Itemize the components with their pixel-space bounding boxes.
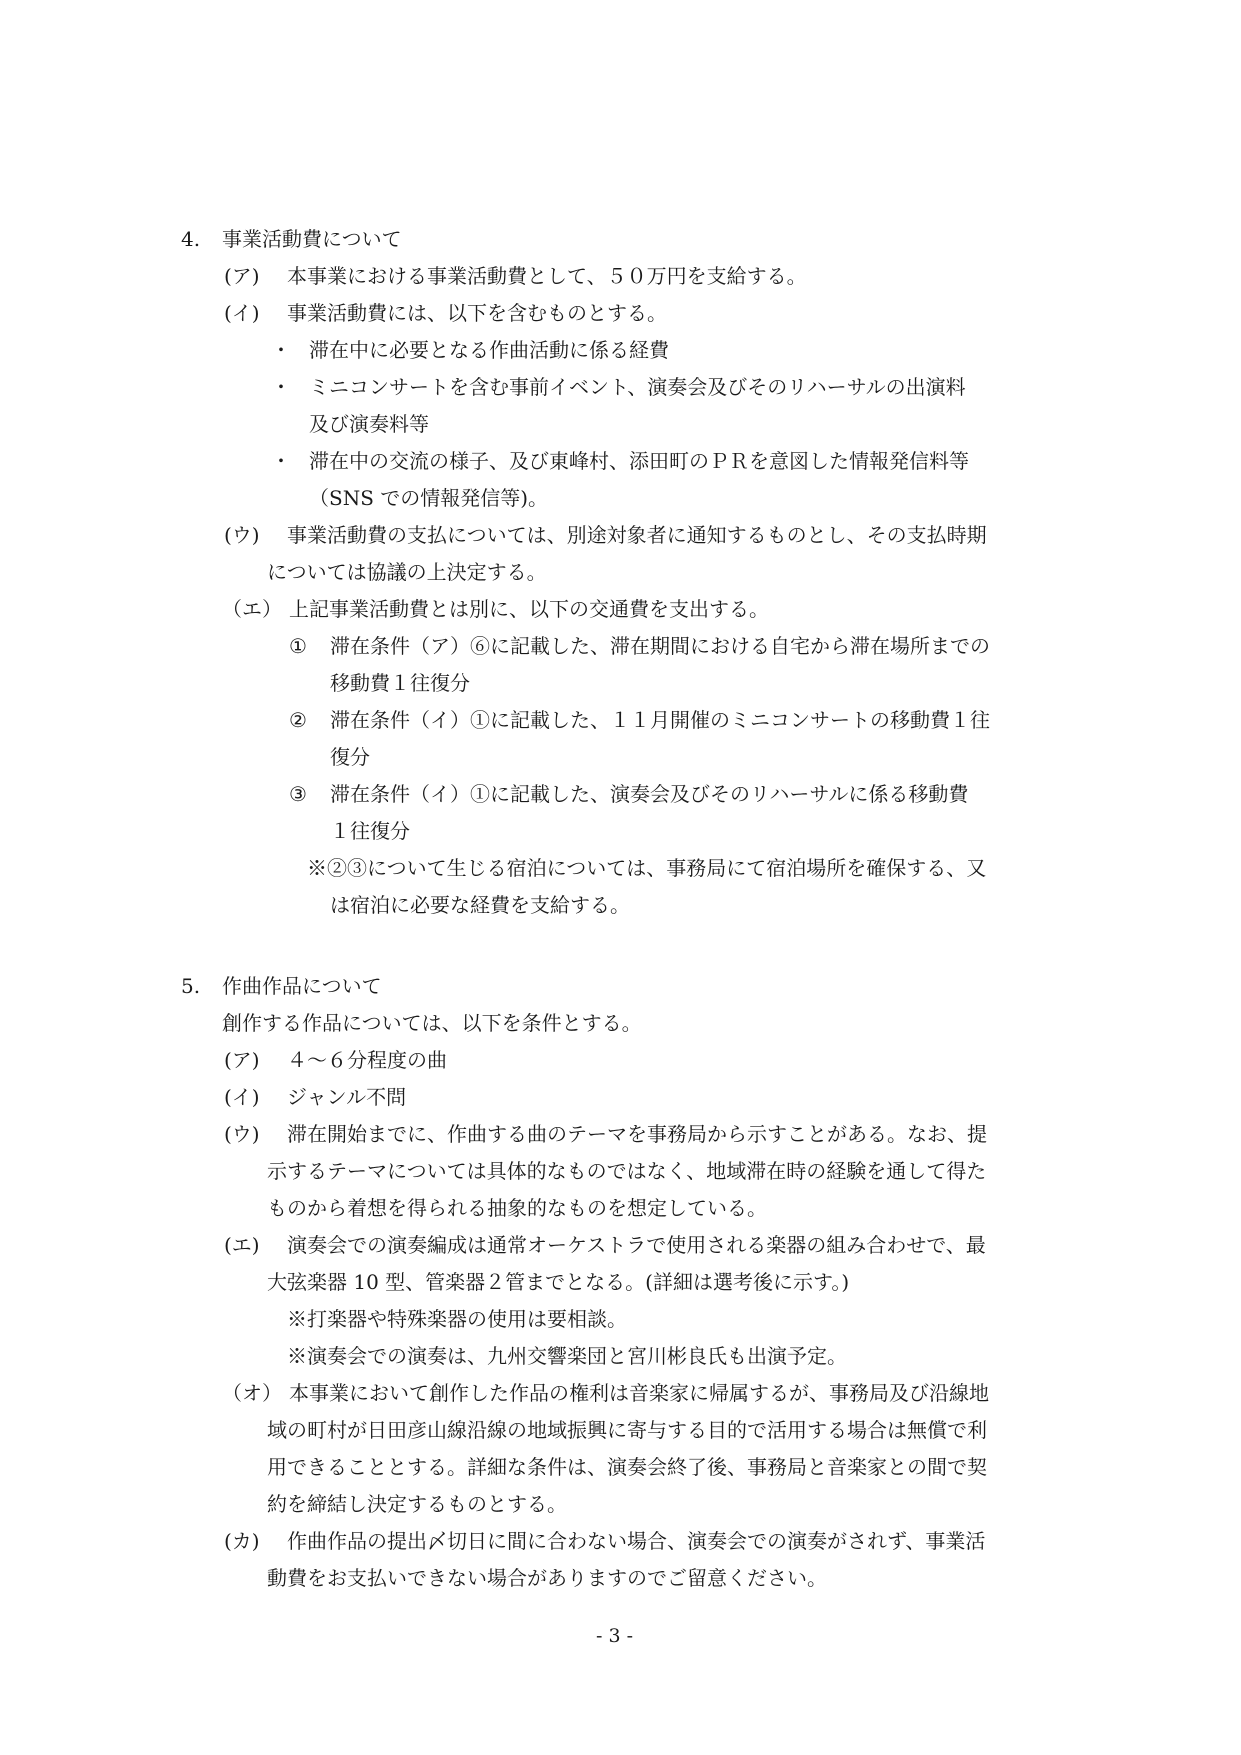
circled-number: ① bbox=[289, 634, 307, 658]
item-5o-text-line2: 域の町村が日田彦山線沿線の地域振興に寄与する目的で活用する場合は無償で利 bbox=[267, 1418, 987, 1442]
transport-item-2-line1: 滞在条件（イ）①に記載した、１１月開催のミニコンサートの移動費１往 bbox=[330, 708, 990, 732]
transport-item-3-line2: １往復分 bbox=[330, 819, 410, 843]
item-4i-text: 事業活動費には、以下を含むものとする。 bbox=[287, 301, 667, 325]
bullet-1-text: 滞在中に必要となる作曲活動に係る経費 bbox=[309, 338, 669, 362]
item-4u-text-line2: については協議の上決定する。 bbox=[267, 560, 547, 584]
item-5u-text-line1: 滞在開始までに、作曲する曲のテーマを事務局から示すことがある。なお、提 bbox=[287, 1122, 987, 1146]
item-5o-label: （オ） bbox=[222, 1381, 282, 1405]
item-5u-label: (ウ) bbox=[224, 1122, 260, 1146]
bullet-mark: ・ bbox=[271, 338, 291, 362]
transport-item-1-line2: 移動費１往復分 bbox=[330, 671, 470, 695]
item-5e-text-line2: 大弦楽器 10 型、管楽器２管までとなる。(詳細は選考後に示す。) bbox=[267, 1270, 850, 1294]
item-5o-text-line1: 本事業において創作した作品の権利は音楽家に帰属するが、事務局及び沿線地 bbox=[289, 1381, 989, 1405]
item-5u-text-line2: 示するテーマについては具体的なものではなく、地域滞在時の経験を通して得た bbox=[267, 1159, 987, 1183]
lodging-note-line1: ※②③について生じる宿泊については、事務局にて宿泊場所を確保する、又 bbox=[307, 856, 987, 880]
section-5-heading: 作曲作品について bbox=[222, 974, 382, 998]
circled-number: ② bbox=[289, 708, 307, 732]
bullet-2-text-line1: ミニコンサートを含む事前イベント、演奏会及びそのリハーサルの出演料 bbox=[309, 375, 966, 399]
lodging-note-line2: は宿泊に必要な経費を支給する。 bbox=[330, 893, 630, 917]
transport-item-3-line1: 滞在条件（イ）①に記載した、演奏会及びそのリハーサルに係る移動費 bbox=[330, 782, 969, 806]
item-5i-label: (イ) bbox=[224, 1085, 260, 1109]
item-5ka-label: (カ) bbox=[224, 1529, 260, 1553]
transport-item-2-line2: 復分 bbox=[330, 745, 370, 769]
item-5u-text-line3: ものから着想を得られる抽象的なものを想定している。 bbox=[267, 1196, 767, 1220]
item-5e-label: (エ) bbox=[224, 1233, 260, 1257]
circled-number: ③ bbox=[289, 782, 307, 806]
item-4e-text: 上記事業活動費とは別に、以下の交通費を支出する。 bbox=[289, 597, 769, 621]
section-4-heading: 事業活動費について bbox=[222, 227, 402, 251]
item-4i-label: (イ) bbox=[224, 301, 260, 325]
page-number: - 3 - bbox=[596, 1625, 634, 1647]
item-4a-label: (ア) bbox=[224, 264, 260, 288]
transport-item-1-line1: 滞在条件（ア）⑥に記載した、滞在期間における自宅から滞在場所までの bbox=[330, 634, 990, 658]
item-4a-text: 本事業における事業活動費として、５０万円を支給する。 bbox=[287, 264, 807, 288]
bullet-3-text-line1: 滞在中の交流の様子、及び東峰村、添田町のＰＲを意図した情報発信料等 bbox=[309, 449, 969, 473]
item-5e-note1: ※打楽器や特殊楽器の使用は要相談。 bbox=[287, 1307, 627, 1331]
item-5i-text: ジャンル不問 bbox=[287, 1085, 407, 1109]
item-4u-label: (ウ) bbox=[224, 523, 260, 547]
section-5-number: 5. bbox=[181, 974, 201, 998]
bullet-3-text-line2: （SNS での情報発信等)。 bbox=[309, 486, 549, 510]
section-5-intro: 創作する作品については、以下を条件とする。 bbox=[222, 1011, 642, 1035]
bullet-mark: ・ bbox=[271, 375, 291, 399]
bullet-mark: ・ bbox=[271, 449, 291, 473]
item-5ka-text-line1: 作曲作品の提出〆切日に間に合わない場合、演奏会での演奏がされず、事業活 bbox=[287, 1529, 986, 1553]
item-5o-text-line4: 約を締結し決定するものとする。 bbox=[267, 1492, 567, 1516]
item-5e-note2: ※演奏会での演奏は、九州交響楽団と宮川彬良氏も出演予定。 bbox=[287, 1344, 847, 1368]
item-5a-text: ４～６分程度の曲 bbox=[287, 1048, 447, 1072]
item-4u-text-line1: 事業活動費の支払については、別途対象者に通知するものとし、その支払時期 bbox=[287, 523, 987, 547]
section-4-number: 4. bbox=[181, 227, 201, 251]
item-5e-text-line1: 演奏会での演奏編成は通常オーケストラで使用される楽器の組み合わせで、最 bbox=[287, 1233, 986, 1257]
item-5ka-text-line2: 動費をお支払いできない場合がありますのでご留意ください。 bbox=[267, 1566, 827, 1590]
bullet-2-text-line2: 及び演奏料等 bbox=[309, 412, 429, 436]
item-5a-label: (ア) bbox=[224, 1048, 260, 1072]
item-5o-text-line3: 用できることとする。詳細な条件は、演奏会終了後、事務局と音楽家との間で契 bbox=[267, 1455, 987, 1479]
item-4e-label: （エ） bbox=[222, 597, 282, 621]
